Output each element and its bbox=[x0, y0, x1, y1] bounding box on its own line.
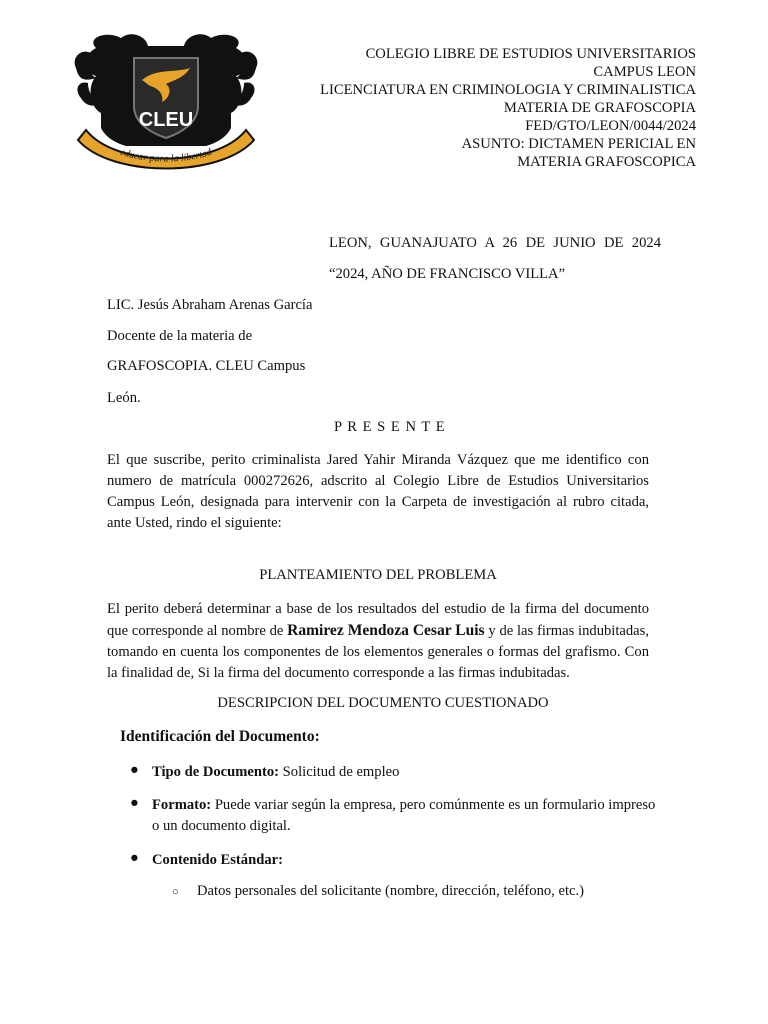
bullet-icon: ● bbox=[130, 850, 139, 866]
item-text: Solicitud de empleo bbox=[279, 764, 400, 780]
year-motto: “2024, AÑO DE FRANCISCO VILLA” bbox=[329, 266, 566, 282]
item-label: Contenido Estándar: bbox=[152, 852, 283, 868]
logo-motto: educar para la libertad bbox=[118, 146, 214, 165]
problem-text: El perito deberá determinar a base de los resultados del estudio de la firma del documento que corresponde al nombre de bbox=[107, 601, 649, 639]
sub-item-text: Datos personales del solicitante (nombre, dirección, teléfono, etc.) bbox=[197, 883, 584, 899]
item-label: Tipo de Documento: bbox=[152, 764, 280, 780]
presente-heading: P R E S E N T E bbox=[334, 419, 446, 435]
problem-text: y de las firmas indubitadas, tomando en cuenta los componentes de los elementos generales o formas del grafismo. Con la finalidad de, Si la firma del documento corresponde a las firmas indubitadas. bbox=[107, 623, 649, 681]
header-line: MATERIA DE GRAFOSCOPIA bbox=[503, 100, 696, 116]
item-text: Puede variar según la empresa, pero comúnmente es un formulario impreso o un documento digital. bbox=[152, 797, 656, 834]
description-subtitle: Identificación del Documento: bbox=[120, 728, 320, 745]
problem-title: PLANTEAMIENTO DEL PROBLEMA bbox=[259, 567, 497, 583]
header-line: ASUNTO: DICTAMEN PERICIAL EN bbox=[461, 136, 696, 152]
header-line: FED/GTO/LEON/0044/2024 bbox=[525, 118, 696, 134]
circle-bullet-icon: ○ bbox=[172, 886, 179, 898]
subject-name: Ramirez Mendoza Cesar Luis bbox=[287, 622, 485, 639]
document-header bbox=[320, 45, 696, 171]
recipient-line: León. bbox=[107, 390, 141, 406]
bullet-icon: ● bbox=[130, 762, 139, 778]
intro-paragraph: El que suscribe, perito criminalista Jared Yahir Miranda Vázquez que me identifico con numero de matrícula 000272626, adscrito al Colegio Libre de Estudios Universitarios Campus León, designada para intervenir con la Carpeta de investigación al rubro citada, ante Usted, rindo el siguiente: bbox=[107, 452, 649, 531]
description-title: DESCRIPCION DEL DOCUMENTO CUESTIONADO bbox=[217, 695, 549, 711]
header-line: LICENCIATURA EN CRIMINOLOGIA Y CRIMINALISTICA bbox=[320, 82, 696, 98]
recipient-line: GRAFOSCOPIA. CLEU Campus bbox=[107, 358, 306, 374]
bullet-icon: ● bbox=[130, 795, 139, 811]
header-line: MATERIA GRAFOSCOPICA bbox=[517, 154, 696, 170]
header-line: CAMPUS LEON bbox=[593, 64, 696, 80]
item-label: Formato: bbox=[152, 797, 212, 813]
logo-text: CLEU bbox=[138, 109, 194, 131]
problem-paragraph bbox=[107, 599, 649, 684]
header-line: COLEGIO LIBRE DE ESTUDIOS UNIVERSITARIOS bbox=[365, 46, 696, 62]
cleu-logo bbox=[66, 28, 266, 173]
recipient-name: LIC. Jesús Abraham Arenas García bbox=[107, 297, 313, 313]
recipient-line: Docente de la materia de bbox=[107, 328, 253, 344]
place-date: LEON, GUANAJUATO A 26 DE JUNIO DE 2024 bbox=[329, 235, 661, 251]
